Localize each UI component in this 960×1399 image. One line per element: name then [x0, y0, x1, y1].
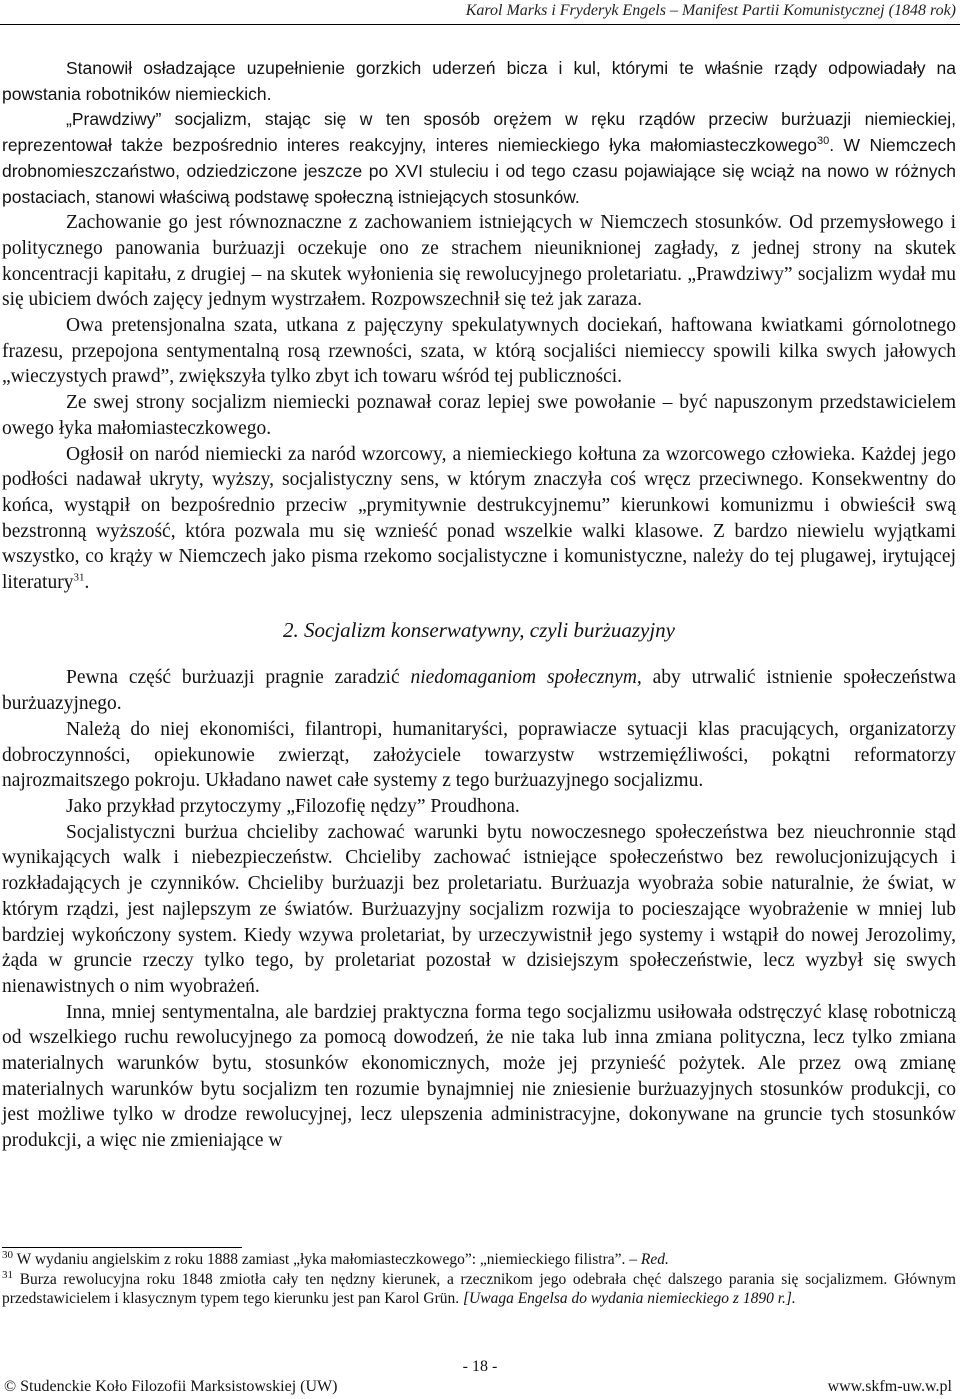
- footer-url: www.skfm-uw.w.pl: [827, 1378, 952, 1395]
- paragraph: Zachowanie go jest równoznaczne z zachowaniem istniejących w Niemczech stosunków. Od przemysłowego i politycznego panowania burżuazji oczekuje ono ze strachem nieuniknionej zagłady, z jednej strony na skutek koncentracji kapitału, z drugiej – na skutek wyłonienia się rewolucyjnego proletariatu. „Prawdziwy” socjalizm wydał mu się ubiciem dwóch zajęcy jednym wystrzałem. Rozpowszechnił się też jak zaraza.: [2, 212, 956, 311]
- footnote-rule: [2, 1247, 242, 1248]
- footnotes: [2, 1247, 956, 1309]
- paragraph: Stanowił osładzające uzupełnienie gorzkich uderzeń bicza i kul, którymi te właśnie rządy odpowiadały na powstania robotników niemieckich.: [2, 58, 956, 104]
- paragraph: Jako przykład przytoczymy „Filozofię nędzy” Proudhona.: [66, 795, 520, 817]
- paragraph: Należą do niej ekonomiści, filantropi, humanitaryści, poprawiacze sytuacji klas pracujących, organizatorzy dobroczynności, opiekunowie zwierząt, założyciele towarzystw wstrzemięźliwości, pokątni reformatorzy najrozmaitszego pokroju. Układano nawet całe systemy z tego burżuazyjnego socjalizmu.: [2, 718, 956, 792]
- paragraph: Socjalistyczni burżua chcieliby zachować warunki bytu nowoczesnego społeczeństwa bez nieuchronnie stąd wynikających walk i niebezpieczeństw. Chcieliby zachować istniejące społeczeństwo bez rewolucjonizujących i rozkładających je czynników. Chcieliby burżuazji bez proletariatu. Burżuazja wyobraża sobie naturalnie, że świat, w którym rządzi, jest najlepszym ze światów. Burżuazyjny socjalizm rozwija to pocieszające wyobrażenie w mniej lub bardziej wykończony system. Kiedy wzywa proletariat, by urzeczywistnił jego systemy i wstąpił do nowej Jerozolimy, żąda w gruncie rzeczy tylko tego, by proletariat pozostał w dzisiejszym społeczeństwie, lecz wyzbył się swych nienawistnych o nim wyobrażeń.: [2, 821, 956, 997]
- body-text: [2, 56, 956, 1154]
- paragraph: Ogłosił on naród niemiecki za naród wzorcowy, a niemieckiego kołtuna za wzorcowego człowieka. Każdej jego podłości nadawał ukryty, wyższy, socjalistyczny sens, w którym znaczyła coś wręcz przeciwnego. Konsekwentny do końca, wystąpił on bezpośrednio przeciw „prymitywnie destrukcyjnemu” kierunkowi komunizmu i obwieścił swą bezstronną wyższość, która pozwala mu się wznieść ponad wszelkie walki klasowe. Z bardzo niewielu wyjątkami wszystko, co krąży w Niemczech jako pisma rzekomo socjalistyczne i komunistyczne, należy do tej plugawej, irytującej literatury$^{31}$.: [2, 443, 956, 594]
- paragraph: „Prawdziwy” socjalizm, stając się w ten sposób orężem w ręku rządów przeciw burżuazji niemieckiej, reprezentował także bezpośrednio interes reakcyjny, interes niemieckiego łyka małomiasteczkowego$^{30}$. W Niemczech drobnomieszczaństwo, odziedziczone jeszcze po XVI stuleciu i od tego czasu pojawiające się wciąż na nowo w różnych postaciach, stanowi właściwą podstawę społeczną istniejących stosunków.: [2, 109, 956, 207]
- footnote-ref: 31: [73, 571, 85, 584]
- footnote: $^{31}$ Burza rewolucyjna roku 1848 zmiotła cały ten nędzny kierunek, a rzecznikom jego odebrała chęć dalszego parania się socjalizmem. Głównym przedstawicielem i klasycznym typem tego kierunku jest pan Karol Grün. [Uwaga Engelsa do wydania niemieckiego z 1890 r.].: [2, 1268, 956, 1307]
- paragraph: Inna, mniej sentymentalna, ale bardziej praktyczna forma tego socjalizmu usiłowała odstręczyć klasę robotniczą od wszelkiego ruchu rewolucyjnego za pomocą dowodzeń, że nie taka lub inna zmiana polityczna, lecz tylko zmiana materialnych warunków bytu, stosunków ekonomicznych, może jej przynieść pożytek. Ale przez ową zmianę materialnych warunków bytu socjalizm ten rozumie bynajmniej nie zniesienie burżuazyjnych stosunków produkcji, co jest możliwe tylko w drodze rewolucyjnej, lecz ulepszenia administracyjne, dokonywane na gruncie tych stosunków produkcji, a więc nie zmieniające w: [2, 1001, 956, 1152]
- paragraph: Owa pretensjonalna szata, utkana z pajęczyny spekulatywnych dociekań, haftowana kwiatkami górnolotnego frazesu, przepojona sentymentalną rosą rzewności, szata, w którą socjaliści niemieccy spowili kilka swych jałowych „wieczystych prawd”, zwiększyła tylko zbyt ich towaru wśród tej publiczności.: [2, 315, 956, 388]
- footnote-ref: 30: [817, 135, 830, 148]
- header-rule: [0, 24, 960, 25]
- section-title: 2. Socjalizm konserwatywny, czyli burżuazyjny: [283, 617, 675, 642]
- footer-copyright: © Studenckie Koło Filozofii Marksistowskiej (UW): [4, 1378, 338, 1395]
- paragraph: Ze swej strony socjalizm niemiecki poznawał coraz lepiej swe powołanie – być napuszonym przedstawicielem owego łyka małomiasteczkowego.: [2, 392, 956, 439]
- footnote: $^{30}$ W wydaniu angielskim z roku 1888 zamiast „łyka małomiasteczkowego”: „niemieckiego filistra”. – Red.: [2, 1248, 669, 1268]
- page-number: - 18 -: [462, 1358, 498, 1375]
- running-header: Karol Marks i Fryderyk Engels – Manifest Partii Komunistycznej (1848 rok): [465, 2, 956, 19]
- paragraph: Pewna część burżuazji pragnie zaradzić niedomaganiom społecznym, aby utrwalić istnienie społeczeństwa burżuazyjnego.: [2, 667, 956, 715]
